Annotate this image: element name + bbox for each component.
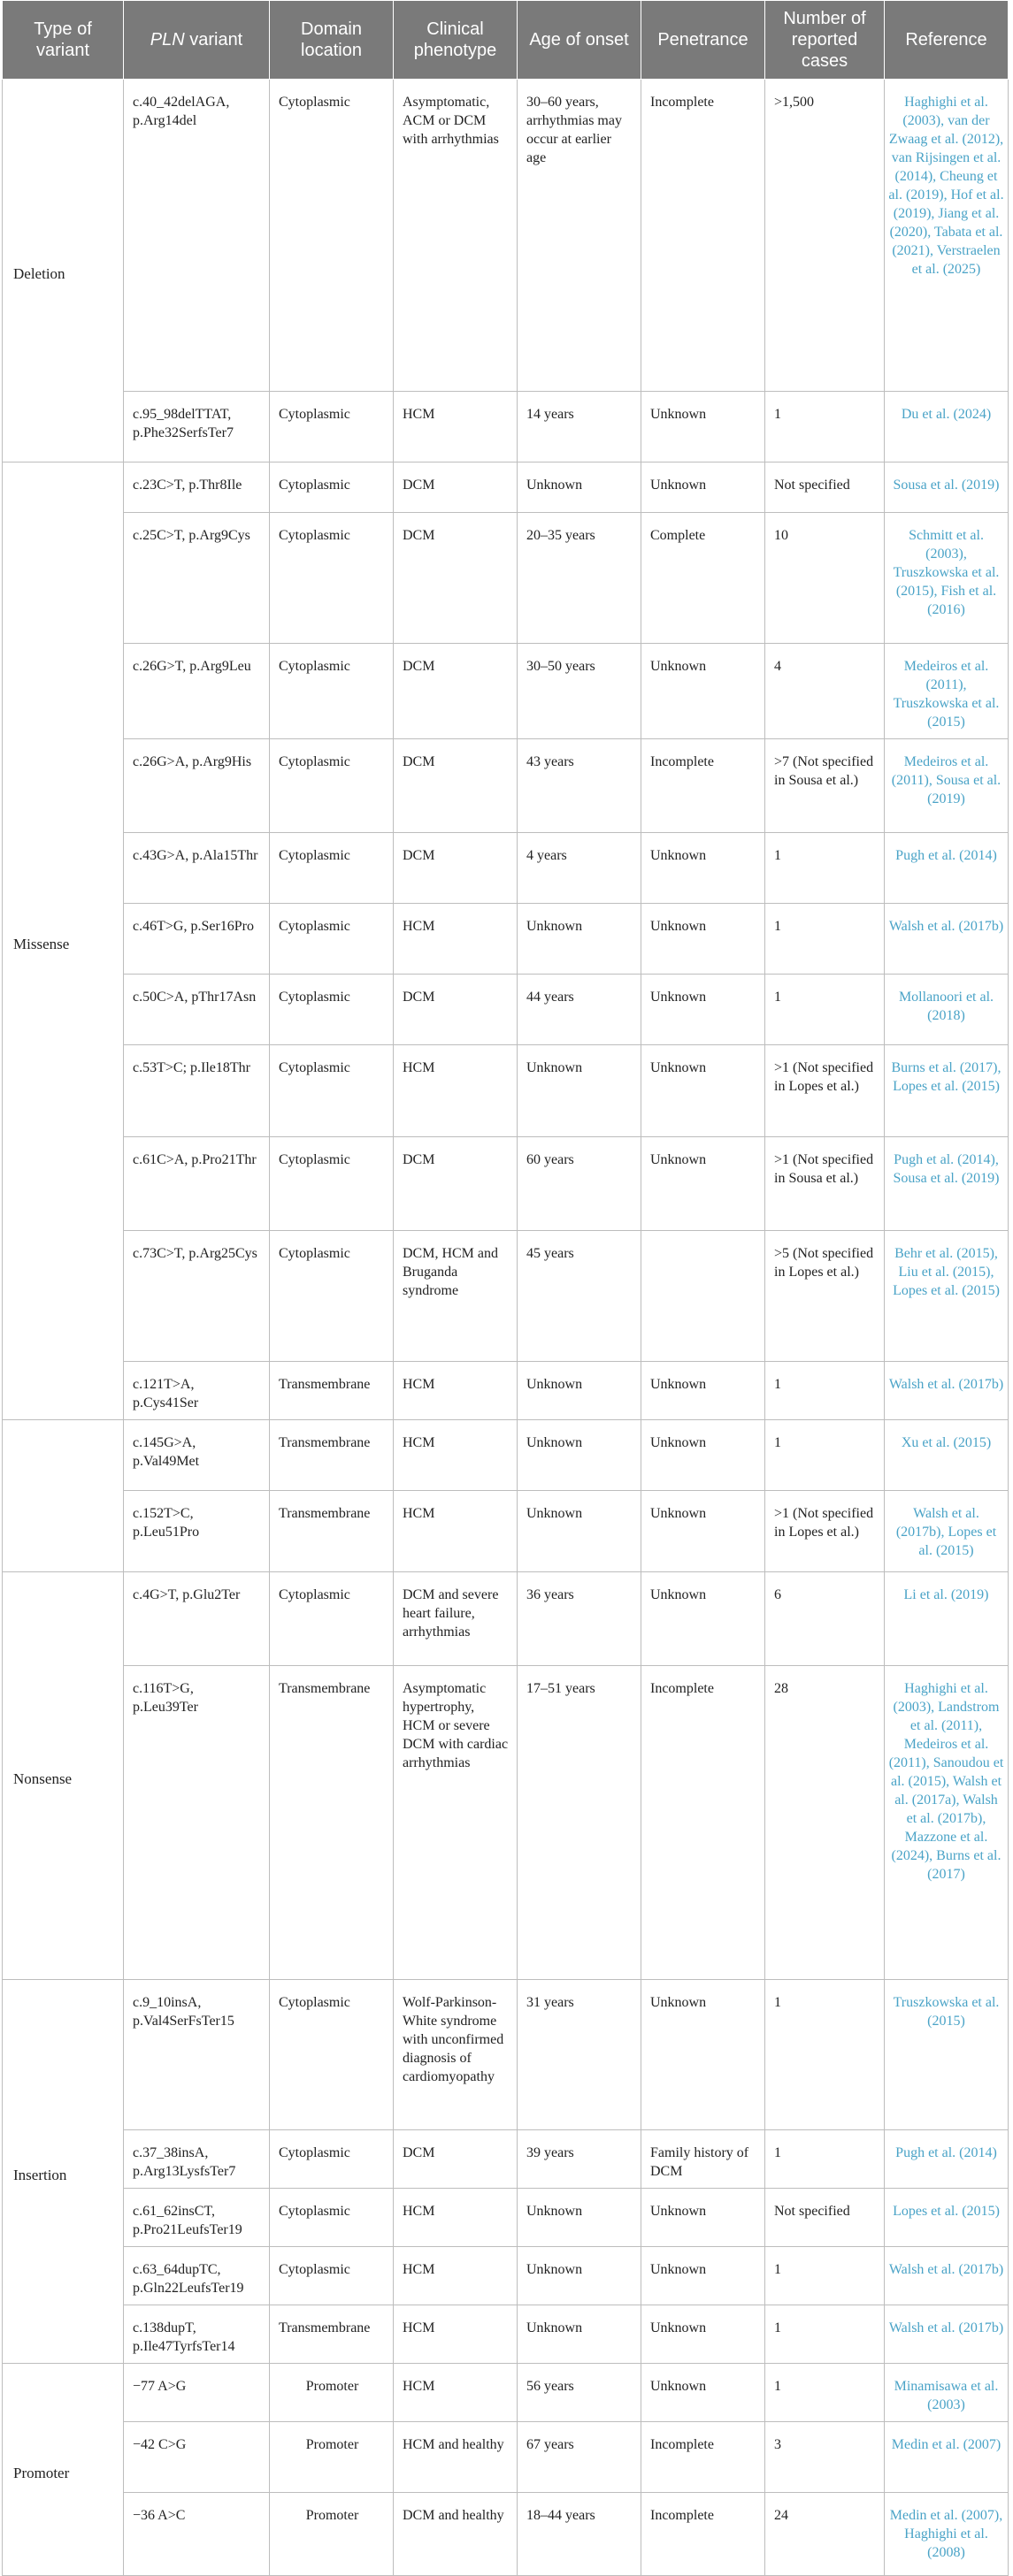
- variant-cell: c.50C>A, pThr17Asn: [124, 975, 270, 1045]
- phenotype-cell: DCM: [394, 644, 518, 739]
- phenotype-cell: HCM: [394, 1362, 518, 1420]
- reference-cell: Xu et al. (2015): [885, 1420, 1009, 1491]
- cases-cell: 1: [765, 2130, 885, 2189]
- variant-cell: c.46T>G, p.Ser16Pro: [124, 904, 270, 975]
- phenotype-cell: DCM: [394, 462, 518, 513]
- reference-cell: Walsh et al. (2017b): [885, 904, 1009, 975]
- variant-cell: c.152T>C, p.Leu51Pro: [124, 1491, 270, 1572]
- cases-cell: 1: [765, 2364, 885, 2422]
- cases-cell: 1: [765, 833, 885, 904]
- table-row: [3, 1980, 1009, 2130]
- phenotype-cell: DCM and severe heart failure, arrhythmias: [394, 1572, 518, 1666]
- domain-cell: Cytoplasmic: [270, 2189, 394, 2247]
- variant-cell: c.37_38insA, p.Arg13LysfsTer7: [124, 2130, 270, 2189]
- phenotype-cell: HCM: [394, 1045, 518, 1137]
- phenotype-cell: DCM, HCM and Bruganda syndrome: [394, 1231, 518, 1362]
- phenotype-cell: Asymptomatic hypertrophy, HCM or severe DCM with cardiac arrhythmias: [394, 1666, 518, 1980]
- onset-cell: 30–60 years, arrhythmias may occur at earlier age: [518, 80, 641, 392]
- variant-cell: c.26G>T, p.Arg9Leu: [124, 644, 270, 739]
- penetrance-cell: [641, 1231, 765, 1362]
- penetrance-cell: Unknown: [641, 904, 765, 975]
- table-row: [3, 1137, 1009, 1231]
- cases-cell: 1: [765, 392, 885, 462]
- onset-cell: 17–51 years: [518, 1666, 641, 1980]
- variant-cell: c.43G>A, p.Ala15Thr: [124, 833, 270, 904]
- variant-cell: c.116T>G, p.Leu39Ter: [124, 1666, 270, 1980]
- table-row: [3, 2130, 1009, 2189]
- table-header: [3, 1, 1009, 80]
- cases-cell: 1: [765, 1980, 885, 2130]
- header-domain: Domain location: [270, 1, 394, 80]
- reference-cell: Sousa et al. (2019): [885, 462, 1009, 513]
- cases-cell: 1: [765, 904, 885, 975]
- variant-cell: −36 A>C: [124, 2493, 270, 2576]
- variant-type-cell-empty: [3, 1420, 124, 1572]
- phenotype-cell: HCM: [394, 392, 518, 462]
- cases-cell: >5 (Not specified in Lopes et al.): [765, 1231, 885, 1362]
- reference-cell: Schmitt et al. (2003), Truszkowska et al. (2015), Fish et al. (2016): [885, 513, 1009, 644]
- penetrance-cell: Incomplete: [641, 80, 765, 392]
- reference-cell: Pugh et al. (2014): [885, 833, 1009, 904]
- domain-cell: Transmembrane: [270, 2305, 394, 2364]
- cases-cell: 10: [765, 513, 885, 644]
- table-row: [3, 1666, 1009, 1980]
- table-row: [3, 392, 1009, 462]
- reference-cell: Walsh et al. (2017b): [885, 2305, 1009, 2364]
- variant-cell: c.9_10insA, p.Val4SerFsTer15: [124, 1980, 270, 2130]
- header-onset: Age of onset: [518, 1, 641, 80]
- penetrance-cell: Unknown: [641, 1137, 765, 1231]
- variant-cell: c.25C>T, p.Arg9Cys: [124, 513, 270, 644]
- reference-cell: Pugh et al. (2014), Sousa et al. (2019): [885, 1137, 1009, 1231]
- domain-cell: Cytoplasmic: [270, 1980, 394, 2130]
- onset-cell: 67 years: [518, 2422, 641, 2493]
- header-variant-gene: PLN: [150, 30, 185, 50]
- domain-cell: Cytoplasmic: [270, 2247, 394, 2305]
- domain-cell: Cytoplasmic: [270, 513, 394, 644]
- onset-cell: 14 years: [518, 392, 641, 462]
- phenotype-cell: DCM: [394, 513, 518, 644]
- onset-cell: 18–44 years: [518, 2493, 641, 2576]
- cases-cell: >1 (Not specified in Lopes et al.): [765, 1045, 885, 1137]
- penetrance-cell: Unknown: [641, 1572, 765, 1666]
- reference-cell: Medin et al. (2007): [885, 2422, 1009, 2493]
- onset-cell: 20–35 years: [518, 513, 641, 644]
- variant-cell: c.26G>A, p.Arg9His: [124, 739, 270, 833]
- onset-cell: 44 years: [518, 975, 641, 1045]
- penetrance-cell: Unknown: [641, 1362, 765, 1420]
- header-penetrance: Penetrance: [641, 1, 765, 80]
- phenotype-cell: HCM: [394, 2364, 518, 2422]
- variant-cell: c.61_62insCT, p.Pro21LeufsTer19: [124, 2189, 270, 2247]
- penetrance-cell: Unknown: [641, 2305, 765, 2364]
- onset-cell: Unknown: [518, 1420, 641, 1491]
- onset-cell: 39 years: [518, 2130, 641, 2189]
- domain-cell: Cytoplasmic: [270, 1231, 394, 1362]
- penetrance-cell: Incomplete: [641, 739, 765, 833]
- reference-cell: Pugh et al. (2014): [885, 2130, 1009, 2189]
- variant-cell: c.145G>A, p.Val49Met: [124, 1420, 270, 1491]
- onset-cell: 4 years: [518, 833, 641, 904]
- reference-cell: Haghighi et al. (2003), Landstrom et al. (2011), Medeiros et al. (2011), Sanoudou et al. (2015), Walsh et al. (2017a), Walsh et al. (2017b), Mazzone et al. (2024), Burns et al. (2017): [885, 1666, 1009, 1980]
- penetrance-cell: Family history of DCM: [641, 2130, 765, 2189]
- header-variant-suffix: variant: [184, 30, 243, 50]
- phenotype-cell: DCM: [394, 833, 518, 904]
- onset-cell: 36 years: [518, 1572, 641, 1666]
- pln-variants-table: [2, 0, 1009, 2576]
- table-row: [3, 833, 1009, 904]
- onset-cell: Unknown: [518, 904, 641, 975]
- phenotype-cell: HCM: [394, 1491, 518, 1572]
- variant-cell: c.61C>A, p.Pro21Thr: [124, 1137, 270, 1231]
- phenotype-cell: HCM: [394, 1420, 518, 1491]
- domain-cell: Cytoplasmic: [270, 975, 394, 1045]
- reference-cell: Minamisawa et al. (2003): [885, 2364, 1009, 2422]
- penetrance-cell: Complete: [641, 513, 765, 644]
- onset-cell: Unknown: [518, 1491, 641, 1572]
- variant-type-cell: Insertion: [3, 1980, 124, 2364]
- table-row: [3, 904, 1009, 975]
- variant-cell: c.95_98delTTAT, p.Phe32SerfsTer7: [124, 392, 270, 462]
- phenotype-cell: HCM: [394, 904, 518, 975]
- variant-type-cell: Promoter: [3, 2364, 124, 2576]
- table-row: [3, 1362, 1009, 1420]
- domain-cell: Promoter: [270, 2364, 394, 2422]
- header-phenotype: Clinical phenotype: [394, 1, 518, 80]
- domain-cell: Transmembrane: [270, 1491, 394, 1572]
- reference-cell: Mollanoori et al. (2018): [885, 975, 1009, 1045]
- phenotype-cell: DCM: [394, 739, 518, 833]
- reference-cell: Behr et al. (2015), Liu et al. (2015), Lopes et al. (2015): [885, 1231, 1009, 1362]
- variant-cell: c.4G>T, p.Glu2Ter: [124, 1572, 270, 1666]
- domain-cell: Transmembrane: [270, 1362, 394, 1420]
- table-row: [3, 2189, 1009, 2247]
- cases-cell: 24: [765, 2493, 885, 2576]
- penetrance-cell: Incomplete: [641, 1666, 765, 1980]
- domain-cell: Promoter: [270, 2493, 394, 2576]
- reference-cell: Li et al. (2019): [885, 1572, 1009, 1666]
- penetrance-cell: Unknown: [641, 1491, 765, 1572]
- header-reference: Reference: [885, 1, 1009, 80]
- reference-cell: Haghighi et al. (2003), van der Zwaag et al. (2012), van Rijsingen et al. (2014), Cheung et al. (2019), Hof et al. (2019), Jiang et al. (2020), Tabata et al. (2021), Verstraelen et al. (2025): [885, 80, 1009, 392]
- table-row: [3, 644, 1009, 739]
- domain-cell: Cytoplasmic: [270, 904, 394, 975]
- penetrance-cell: Unknown: [641, 975, 765, 1045]
- cases-cell: Not specified: [765, 462, 885, 513]
- cases-cell: 4: [765, 644, 885, 739]
- variant-cell: c.63_64dupTC, p.Gln22LeufsTer19: [124, 2247, 270, 2305]
- onset-cell: 43 years: [518, 739, 641, 833]
- table-row: [3, 2422, 1009, 2493]
- variant-type-cell: Deletion: [3, 80, 124, 462]
- table-row: [3, 975, 1009, 1045]
- reference-cell: Du et al. (2024): [885, 392, 1009, 462]
- onset-cell: 30–50 years: [518, 644, 641, 739]
- penetrance-cell: Unknown: [641, 392, 765, 462]
- cases-cell: 28: [765, 1666, 885, 1980]
- domain-cell: Cytoplasmic: [270, 833, 394, 904]
- phenotype-cell: Asymptomatic, ACM or DCM with arrhythmias: [394, 80, 518, 392]
- table-row: [3, 80, 1009, 392]
- reference-cell: Medeiros et al. (2011), Sousa et al. (2019): [885, 739, 1009, 833]
- table-row: [3, 513, 1009, 644]
- cases-cell: Not specified: [765, 2189, 885, 2247]
- onset-cell: 31 years: [518, 1980, 641, 2130]
- table-row: [3, 1420, 1009, 1491]
- phenotype-cell: HCM and healthy: [394, 2422, 518, 2493]
- table-row: [3, 462, 1009, 513]
- cases-cell: 1: [765, 1362, 885, 1420]
- variant-cell: c.73C>T, p.Arg25Cys: [124, 1231, 270, 1362]
- domain-cell: Cytoplasmic: [270, 1572, 394, 1666]
- header-type: Type of variant: [3, 1, 124, 80]
- phenotype-cell: DCM: [394, 2130, 518, 2189]
- variant-cell: −77 A>G: [124, 2364, 270, 2422]
- phenotype-cell: Wolf-Parkinson-White syndrome with unconfirmed diagnosis of cardiomyopathy: [394, 1980, 518, 2130]
- onset-cell: Unknown: [518, 2305, 641, 2364]
- domain-cell: Cytoplasmic: [270, 1137, 394, 1231]
- domain-cell: Cytoplasmic: [270, 1045, 394, 1137]
- variant-cell: c.40_42delAGA, p.Arg14del: [124, 80, 270, 392]
- variant-cell: c.23C>T, p.Thr8Ile: [124, 462, 270, 513]
- onset-cell: Unknown: [518, 462, 641, 513]
- cases-cell: >1 (Not specified in Sousa et al.): [765, 1137, 885, 1231]
- phenotype-cell: HCM: [394, 2247, 518, 2305]
- penetrance-cell: Unknown: [641, 2247, 765, 2305]
- penetrance-cell: Unknown: [641, 1980, 765, 2130]
- phenotype-cell: HCM: [394, 2305, 518, 2364]
- cases-cell: 1: [765, 975, 885, 1045]
- reference-cell: Walsh et al. (2017b): [885, 1362, 1009, 1420]
- cases-cell: 1: [765, 1420, 885, 1491]
- table-row: [3, 2493, 1009, 2576]
- table-row: [3, 1231, 1009, 1362]
- domain-cell: Cytoplasmic: [270, 739, 394, 833]
- domain-cell: Transmembrane: [270, 1420, 394, 1491]
- domain-cell: Cytoplasmic: [270, 80, 394, 392]
- penetrance-cell: Incomplete: [641, 2493, 765, 2576]
- penetrance-cell: Unknown: [641, 462, 765, 513]
- reference-cell: Truszkowska et al. (2015): [885, 1980, 1009, 2130]
- reference-cell: Medeiros et al. (2011), Truszkowska et al. (2015): [885, 644, 1009, 739]
- onset-cell: 60 years: [518, 1137, 641, 1231]
- phenotype-cell: DCM: [394, 1137, 518, 1231]
- variant-cell: c.121T>A, p.Cys41Ser: [124, 1362, 270, 1420]
- header-variant: [124, 1, 270, 80]
- variant-cell: c.53T>C; p.Ile18Thr: [124, 1045, 270, 1137]
- penetrance-cell: Incomplete: [641, 2422, 765, 2493]
- penetrance-cell: Unknown: [641, 1045, 765, 1137]
- table-row: [3, 2364, 1009, 2422]
- domain-cell: Promoter: [270, 2422, 394, 2493]
- table-row: [3, 2305, 1009, 2364]
- domain-cell: Transmembrane: [270, 1666, 394, 1980]
- domain-cell: Cytoplasmic: [270, 2130, 394, 2189]
- onset-cell: Unknown: [518, 1045, 641, 1137]
- table-row: [3, 2247, 1009, 2305]
- cases-cell: 3: [765, 2422, 885, 2493]
- reference-cell: Lopes et al. (2015): [885, 2189, 1009, 2247]
- penetrance-cell: Unknown: [641, 644, 765, 739]
- penetrance-cell: Unknown: [641, 1420, 765, 1491]
- phenotype-cell: DCM: [394, 975, 518, 1045]
- domain-cell: Cytoplasmic: [270, 462, 394, 513]
- phenotype-cell: HCM: [394, 2189, 518, 2247]
- cases-cell: 6: [765, 1572, 885, 1666]
- penetrance-cell: Unknown: [641, 2364, 765, 2422]
- penetrance-cell: Unknown: [641, 2189, 765, 2247]
- table-row: [3, 1572, 1009, 1666]
- header-cases: Number of reported cases: [765, 1, 885, 80]
- domain-cell: Cytoplasmic: [270, 644, 394, 739]
- table-row: [3, 739, 1009, 833]
- onset-cell: Unknown: [518, 2189, 641, 2247]
- cases-cell: >1 (Not specified in Lopes et al.): [765, 1491, 885, 1572]
- table-row: [3, 1491, 1009, 1572]
- cases-cell: >1,500: [765, 80, 885, 392]
- onset-cell: Unknown: [518, 2247, 641, 2305]
- variant-cell: −42 C>G: [124, 2422, 270, 2493]
- table-row: [3, 1045, 1009, 1137]
- cases-cell: >7 (Not specified in Sousa et al.): [765, 739, 885, 833]
- variant-type-cell: Nonsense: [3, 1572, 124, 1980]
- variant-type-cell: Missense: [3, 462, 124, 1420]
- onset-cell: 45 years: [518, 1231, 641, 1362]
- penetrance-cell: Unknown: [641, 833, 765, 904]
- reference-cell: Burns et al. (2017), Lopes et al. (2015): [885, 1045, 1009, 1137]
- reference-cell: Medin et al. (2007), Haghighi et al. (2008): [885, 2493, 1009, 2576]
- reference-cell: Walsh et al. (2017b), Lopes et al. (2015): [885, 1491, 1009, 1572]
- variant-cell: c.138dupT, p.Ile47TyrfsTer14: [124, 2305, 270, 2364]
- onset-cell: 56 years: [518, 2364, 641, 2422]
- phenotype-cell: DCM and healthy: [394, 2493, 518, 2576]
- reference-cell: Walsh et al. (2017b): [885, 2247, 1009, 2305]
- cases-cell: 1: [765, 2305, 885, 2364]
- table-body: [3, 80, 1009, 2576]
- domain-cell: Cytoplasmic: [270, 392, 394, 462]
- onset-cell: Unknown: [518, 1362, 641, 1420]
- cases-cell: 1: [765, 2247, 885, 2305]
